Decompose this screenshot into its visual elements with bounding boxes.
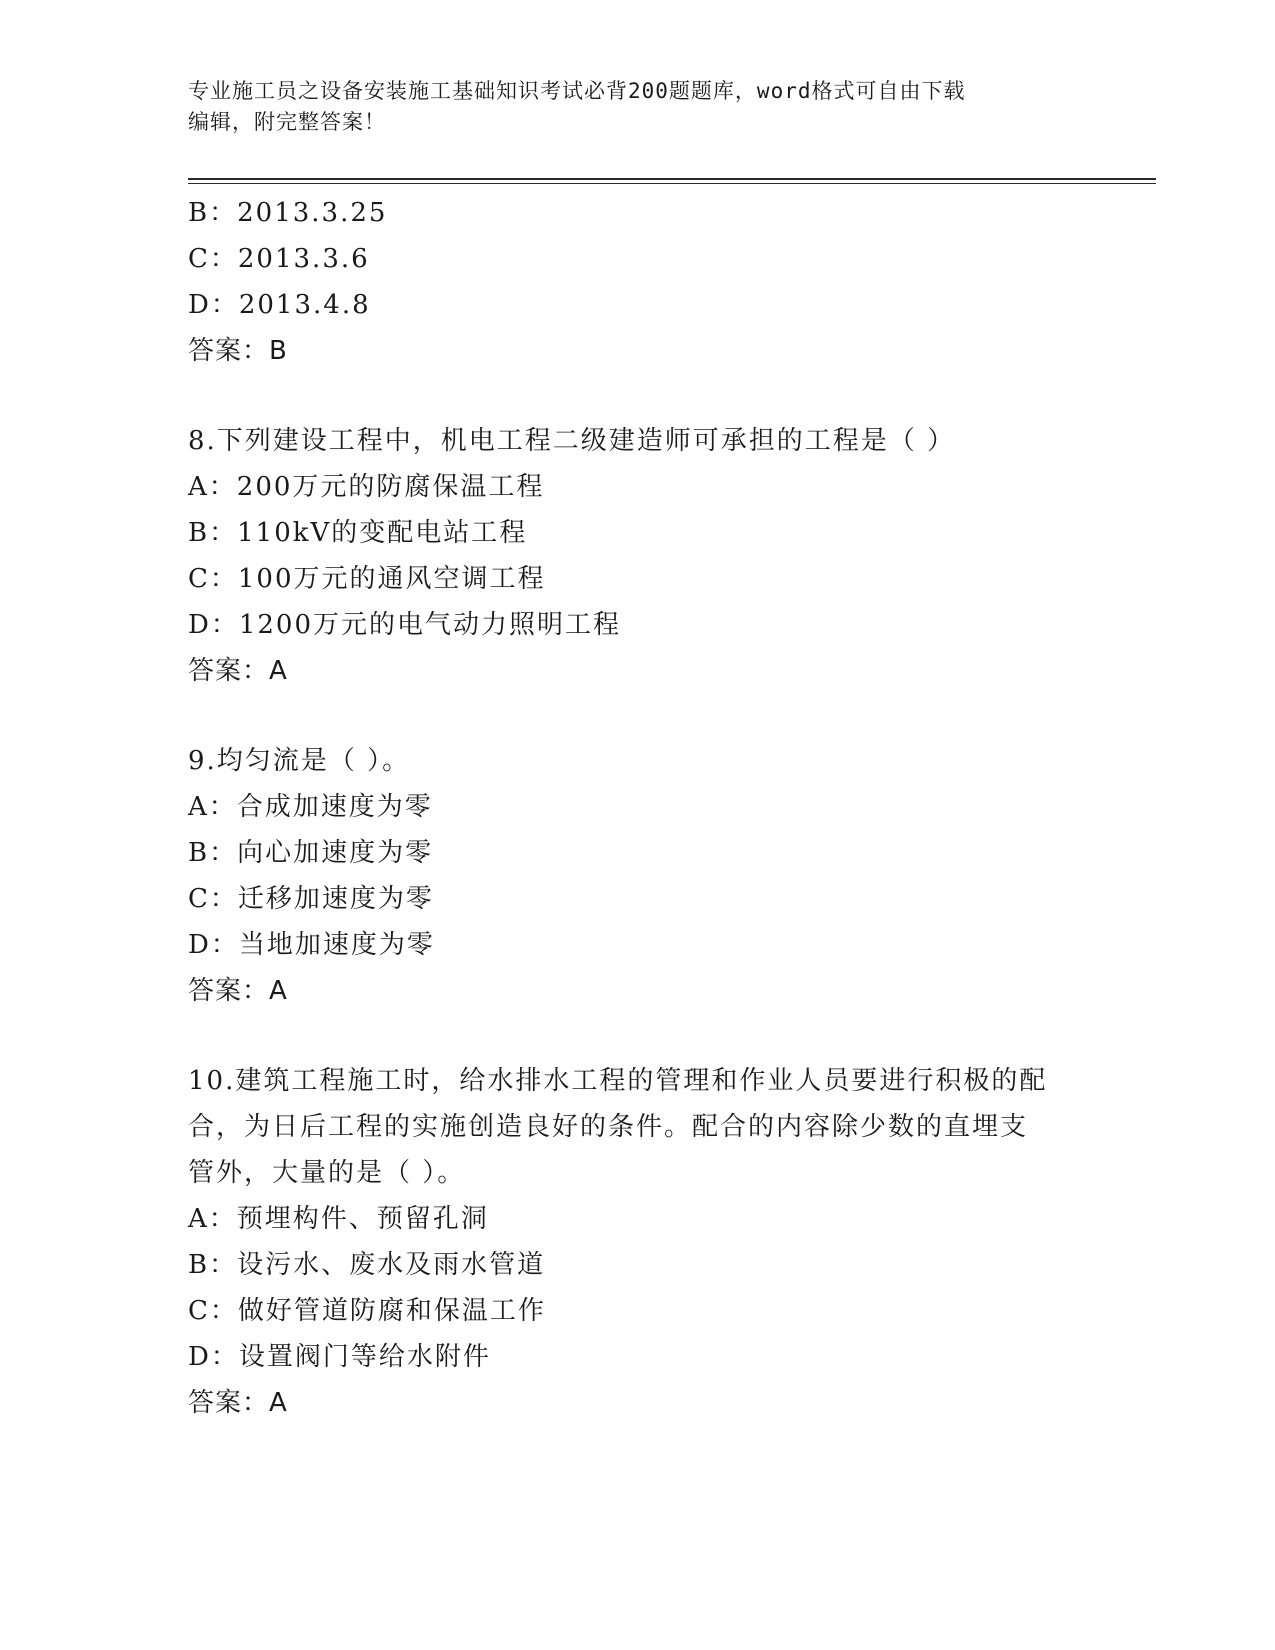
question-text-line-2: 合，为日后工程的实施创造良好的条件。配合的内容除少数的直埋支: [188, 1112, 1029, 1142]
option-a: A：合成加速度为零: [188, 792, 433, 822]
option-c: C：2013.3.6: [188, 244, 370, 274]
header-divider-thick: [188, 178, 1156, 180]
option-d: D：1200万元的电气动力照明工程: [188, 610, 622, 640]
header-title-line-1: 专业施工员之设备安装施工基础知识考试必背200题题库，word格式可自由下载: [188, 79, 966, 103]
option-b: B：向心加速度为零: [188, 838, 434, 868]
question-9: [188, 738, 1088, 1014]
option-b: B：110kV的变配电站工程: [188, 518, 528, 548]
option-d: D：当地加速度为零: [188, 930, 435, 960]
question-10: [188, 1058, 1088, 1426]
option-a: A：预埋构件、预留孔洞: [188, 1204, 489, 1234]
option-c: C：迁移加速度为零: [188, 884, 434, 914]
option-a: A：200万元的防腐保温工程: [188, 472, 545, 502]
answer-line: 答案：B: [188, 336, 288, 366]
option-c: C：100万元的通风空调工程: [188, 564, 546, 594]
document-body: [188, 190, 1088, 1426]
answer-line: 答案：A: [188, 976, 288, 1006]
option-c: C：做好管道防腐和保温工作: [188, 1296, 546, 1326]
question-continued: [188, 190, 1088, 374]
option-d: D：2013.4.8: [188, 290, 371, 320]
page-header: [188, 76, 1088, 138]
option-b: B：2013.3.25: [188, 198, 388, 228]
header-title-line-2: 编辑，附完整答案！: [188, 110, 386, 134]
question-text: 9.均匀流是（ ）。: [188, 746, 411, 776]
question-text-line-3: 管外，大量的是（ ）。: [188, 1158, 466, 1188]
question-text: 8.下列建设工程中，机电工程二级建造师可承担的工程是（ ）: [188, 426, 956, 456]
option-b: B：设污水、废水及雨水管道: [188, 1250, 546, 1280]
question-text-line-1: 10.建筑工程施工时，给水排水工程的管理和作业人员要进行积极的配: [188, 1066, 1048, 1096]
answer-line: 答案：A: [188, 656, 288, 686]
answer-line: 答案：A: [188, 1388, 288, 1418]
option-d: D：设置阀门等给水附件: [188, 1342, 491, 1372]
question-8: [188, 418, 1088, 694]
header-divider-thin: [188, 183, 1156, 184]
